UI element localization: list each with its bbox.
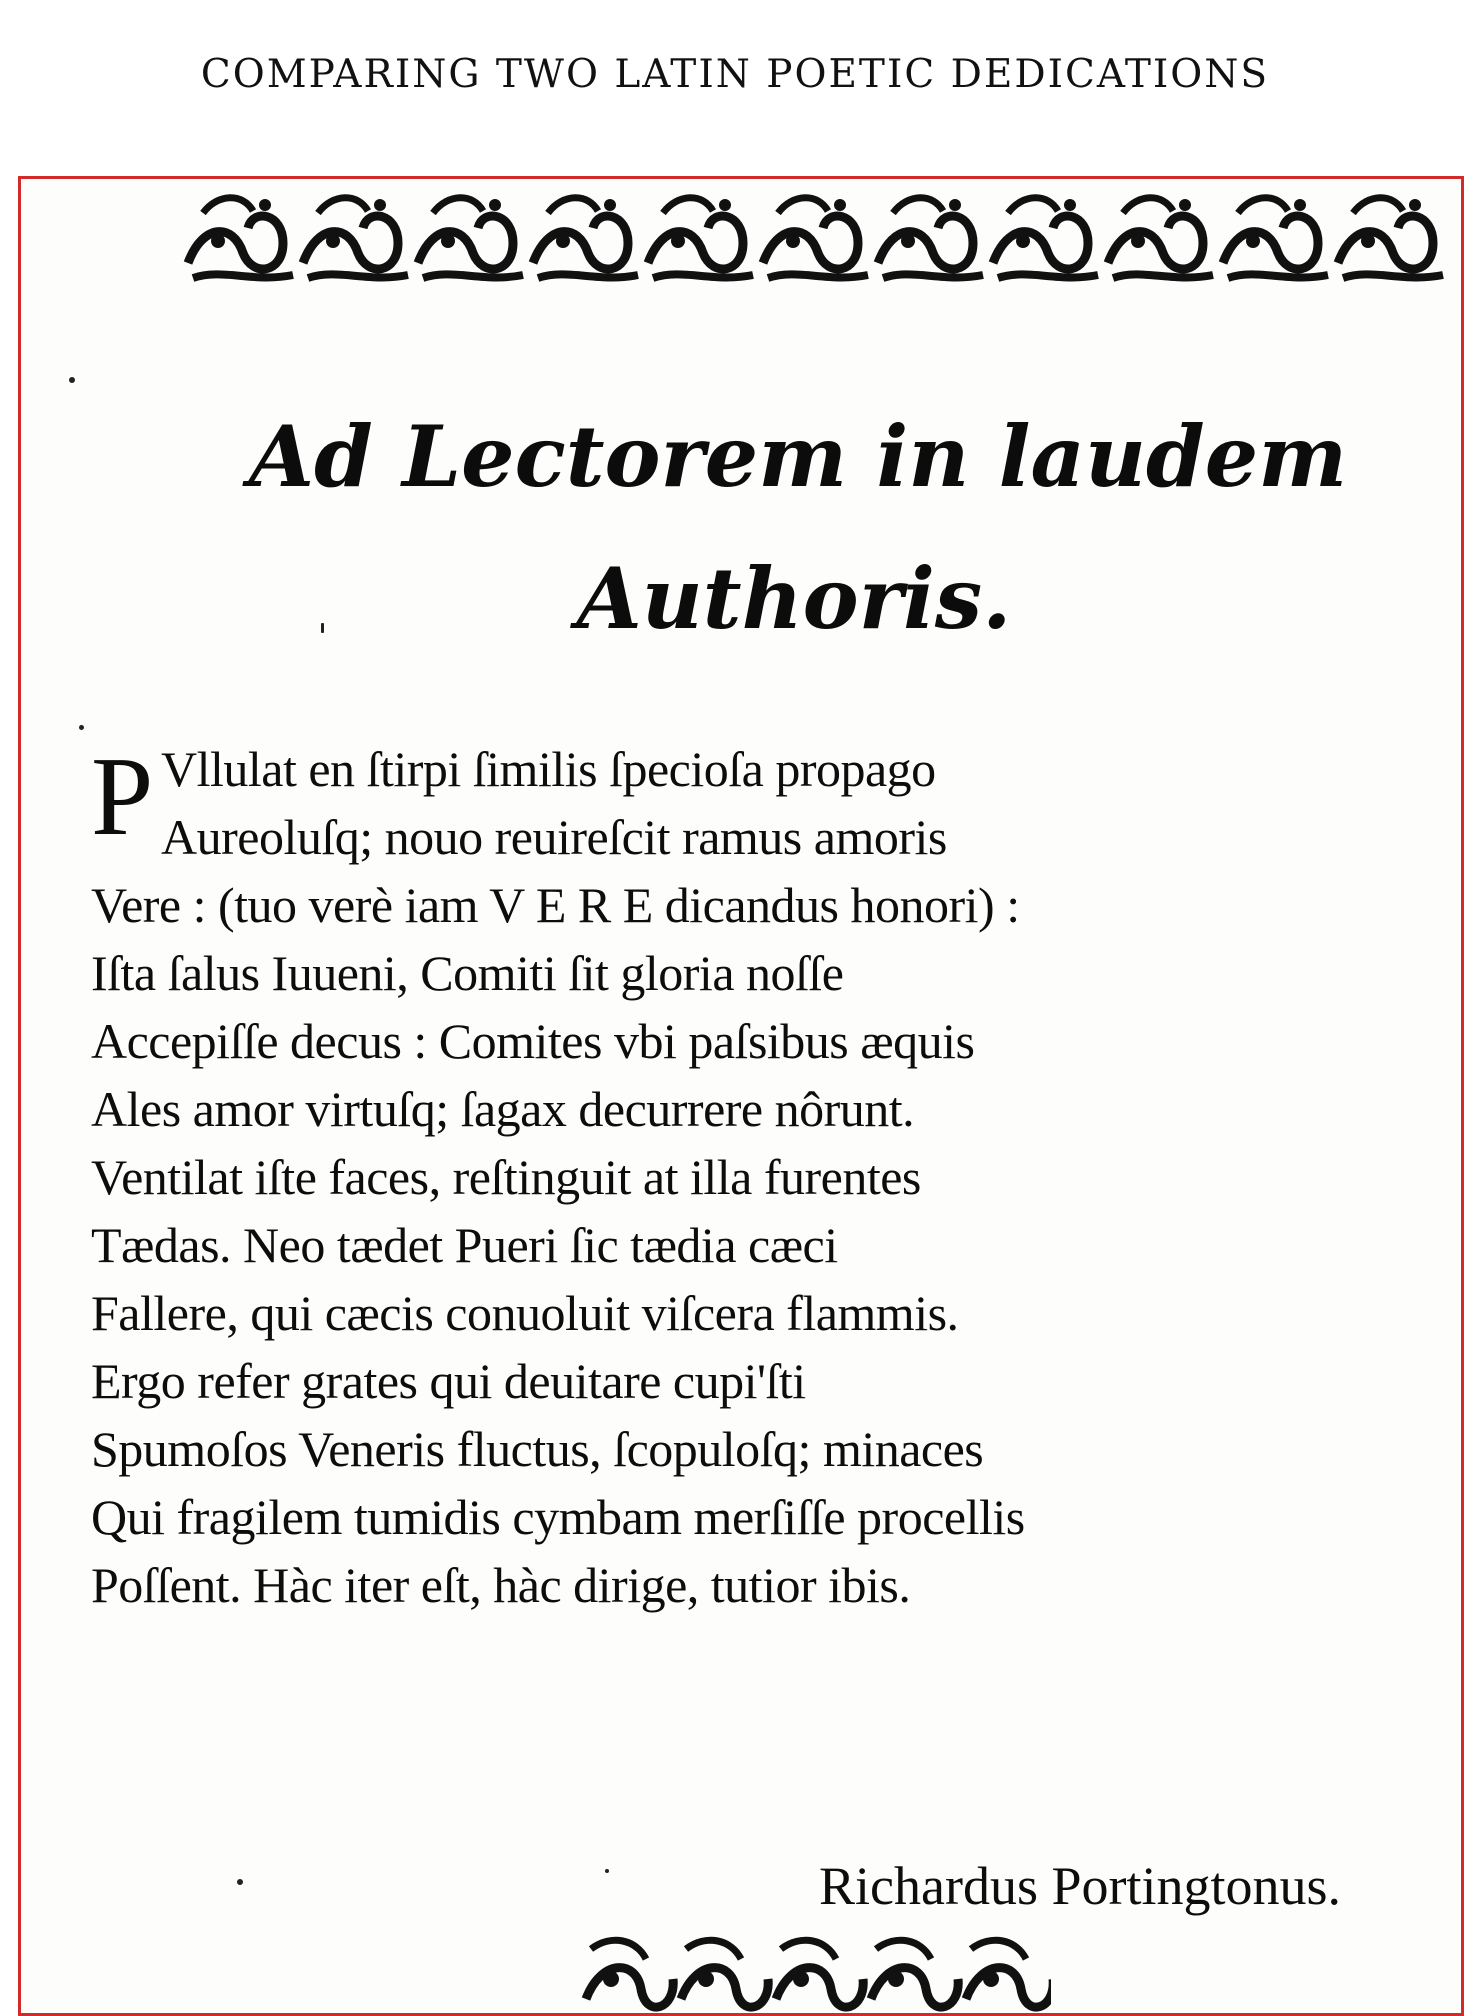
print-speck <box>69 377 75 383</box>
poem-heading-line-1: Ad Lectorem in laudem <box>248 407 1348 506</box>
poem-line: Poſſent. Hàc iter eſt, hàc dirige, tutior ibis. <box>91 1557 911 1613</box>
poem-line: Ventilat iſte faces, reſtinguit at illa furentes <box>91 1149 921 1205</box>
signature: Richardus Portingtonus. <box>819 1856 1341 1916</box>
poem-line: Ales amor virtuſq; ſagax decurrere nôrunt. <box>91 1081 915 1137</box>
poem-line: Spumoſos Veneris fluctus, ſcopuloſq; minaces <box>91 1421 984 1477</box>
poem-line: Tædas. Neo tædet Pueri ſic tædia cæci <box>91 1217 838 1273</box>
poem-line: Vere : (tuo verè iam V E R E dicandus honori) : <box>91 877 1020 933</box>
poem-line: Fallere, qui cæcis conuoluit viſcera flammis. <box>91 1285 959 1341</box>
poem-line: Ergo refer grates qui deuitare cupi'ſti <box>91 1353 806 1409</box>
drop-capital: P <box>91 735 154 859</box>
print-speck <box>79 725 84 730</box>
poem-line: Qui fragilem tumidis cymbam merſiſſe procellis <box>91 1489 1025 1545</box>
poem-line: Accepiſſe decus : Comites vbi paſsibus æquis <box>91 1013 975 1069</box>
poem-line: Aureoluſq; nouo reuireſcit ramus amoris <box>161 809 947 865</box>
top-ornament-border <box>183 183 1453 287</box>
poem-heading-line-2: Authoris. <box>576 549 1012 648</box>
bottom-ornament <box>581 1919 1051 2016</box>
poem-line: Vllulat en ſtirpi ſimilis ſpecioſa propago <box>161 741 936 797</box>
poem-body <box>91 735 1421 1619</box>
print-speck <box>605 1869 609 1873</box>
scanned-page <box>18 176 1464 2016</box>
print-speck <box>237 1879 243 1885</box>
page-title: COMPARING TWO LATIN POETIC DEDICATIONS <box>200 52 1270 97</box>
poem-line: Iſta ſalus Iuueni, Comiti ſit gloria noſſe <box>91 945 844 1001</box>
print-speck <box>321 623 324 633</box>
